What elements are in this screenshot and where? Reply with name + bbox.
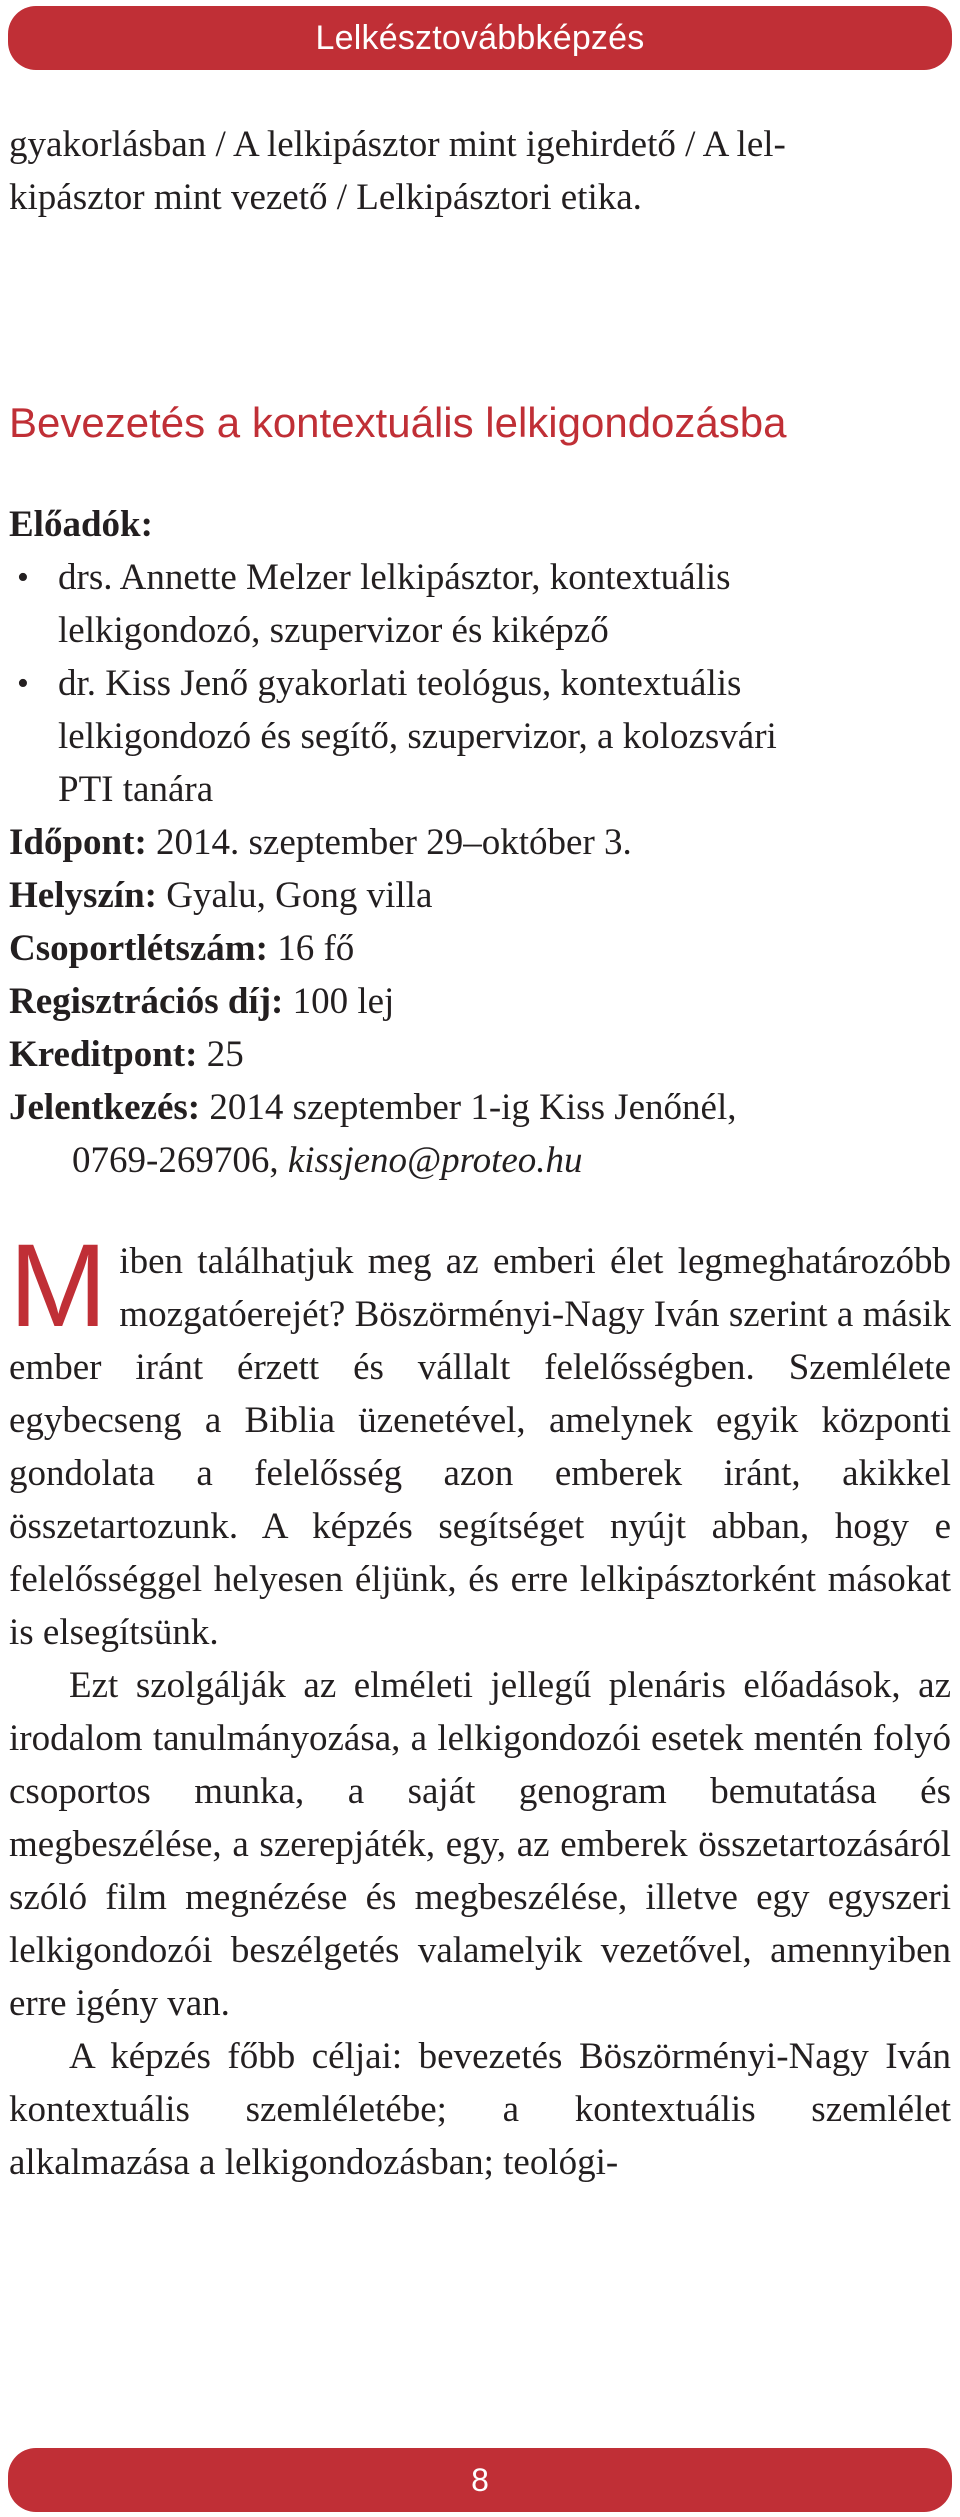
- speaker-list: [9, 551, 951, 816]
- info-row-group: [9, 922, 951, 975]
- body-paragraph-text: iben találhatjuk meg az emberi élet legmeghatározóbb mozgatóerejét? Böszörményi-Nagy Iván szerint a másik ember iránt érzett és vállalt felelősségben. Szemlélete egybecseng a Biblia üzenetével, amelynek egyik központi gondolata a felelősség azon emberek iránt, akikkel összetartozunk. A képzés segítséget nyújt abban, hogy e felelősséggel helyesen éljünk, és erre lelkipásztorként másokat is elsegítsünk.: [9, 1241, 951, 1653]
- info-row-credit: [9, 1028, 951, 1081]
- footer-bar: [8, 2448, 952, 2512]
- details-block: [9, 816, 951, 1187]
- speaker-line: lelkigondozó és segítő, szupervizor, a kolozsvári: [58, 716, 777, 757]
- intro-text: [9, 118, 951, 224]
- page-content: [9, 118, 951, 2189]
- info-row-place: [9, 869, 951, 922]
- speaker-line: dr. Kiss Jenő gyakorlati teológus, kontextuális: [58, 663, 742, 704]
- fee-label: Regisztrációs díj:: [9, 981, 284, 1022]
- credit-value: 25: [206, 1034, 244, 1075]
- apply-contact: [72, 1134, 951, 1187]
- credit-label: Kreditpont:: [9, 1034, 198, 1075]
- apply-value: 2014 szeptember 1-ig Kiss Jenőnél,: [209, 1087, 737, 1128]
- intro-line: kipásztor mint vezető / Lelkipásztori etika.: [9, 177, 642, 218]
- speaker-line: PTI tanára: [58, 769, 214, 810]
- speaker-item: [9, 551, 951, 657]
- fee-value: 100 lej: [292, 981, 395, 1022]
- body-paragraph: [9, 1220, 951, 1659]
- place-value: Gyalu, Gong villa: [166, 875, 433, 916]
- speaker-line: drs. Annette Melzer lelkipásztor, kontextuális: [58, 557, 731, 598]
- info-row-apply: [9, 1081, 951, 1134]
- info-row-time: [9, 816, 951, 869]
- apply-label: Jelentkezés:: [9, 1087, 201, 1128]
- group-value: 16 fő: [277, 928, 355, 969]
- speakers-block: [9, 498, 951, 816]
- time-label: Időpont:: [9, 822, 147, 863]
- section-title: Bevezetés a kontextuális lelkigondozásba: [9, 399, 787, 446]
- place-label: Helyszín:: [9, 875, 157, 916]
- group-label: Csoportlétszám:: [9, 928, 268, 969]
- speaker-item: [9, 657, 951, 816]
- info-row-fee: [9, 975, 951, 1028]
- header-title: Lelkésztovábbképzés: [315, 18, 645, 57]
- bullet-icon: •: [17, 559, 29, 596]
- bullet-icon: •: [17, 665, 29, 702]
- page-number: 8: [471, 2461, 489, 2498]
- intro-line: gyakorlásban / A lelkipásztor mint igehirdető / A lel-: [9, 124, 786, 165]
- apply-email-link[interactable]: kissjeno@proteo.hu: [287, 1140, 583, 1181]
- drop-cap: M: [9, 1220, 108, 1352]
- body-paragraph: A képzés főbb céljai: bevezetés Böszörményi-Nagy Iván kontextuális szemléletébe; a kontextuális szemlélet alkalmazása a lelkigondozásban; teológi-: [9, 2036, 951, 2183]
- body-text: [9, 1220, 951, 2189]
- apply-phone: 0769-269706,: [72, 1140, 279, 1181]
- speaker-line: lelkigondozó, szupervizor és kiképző: [58, 610, 609, 651]
- body-paragraph: Ezt szolgálják az elméleti jellegű plenáris előadások, az irodalom tanulmányozása, a lelkigondozói esetek mentén folyó csoportos munka, a saját genogram bemutatása és megbeszélése, a szerepjáték, egy, az emberek összetartozásáról szóló film megnézése és megbeszélése, illetve egy egyszeri lelkigondozói beszélgetés valamelyik vezetővel, amennyiben erre igény van.: [9, 1665, 951, 2024]
- header-bar: [8, 6, 952, 70]
- time-value: 2014. szeptember 29–október 3.: [156, 822, 632, 863]
- speakers-label: Előadók:: [9, 504, 153, 545]
